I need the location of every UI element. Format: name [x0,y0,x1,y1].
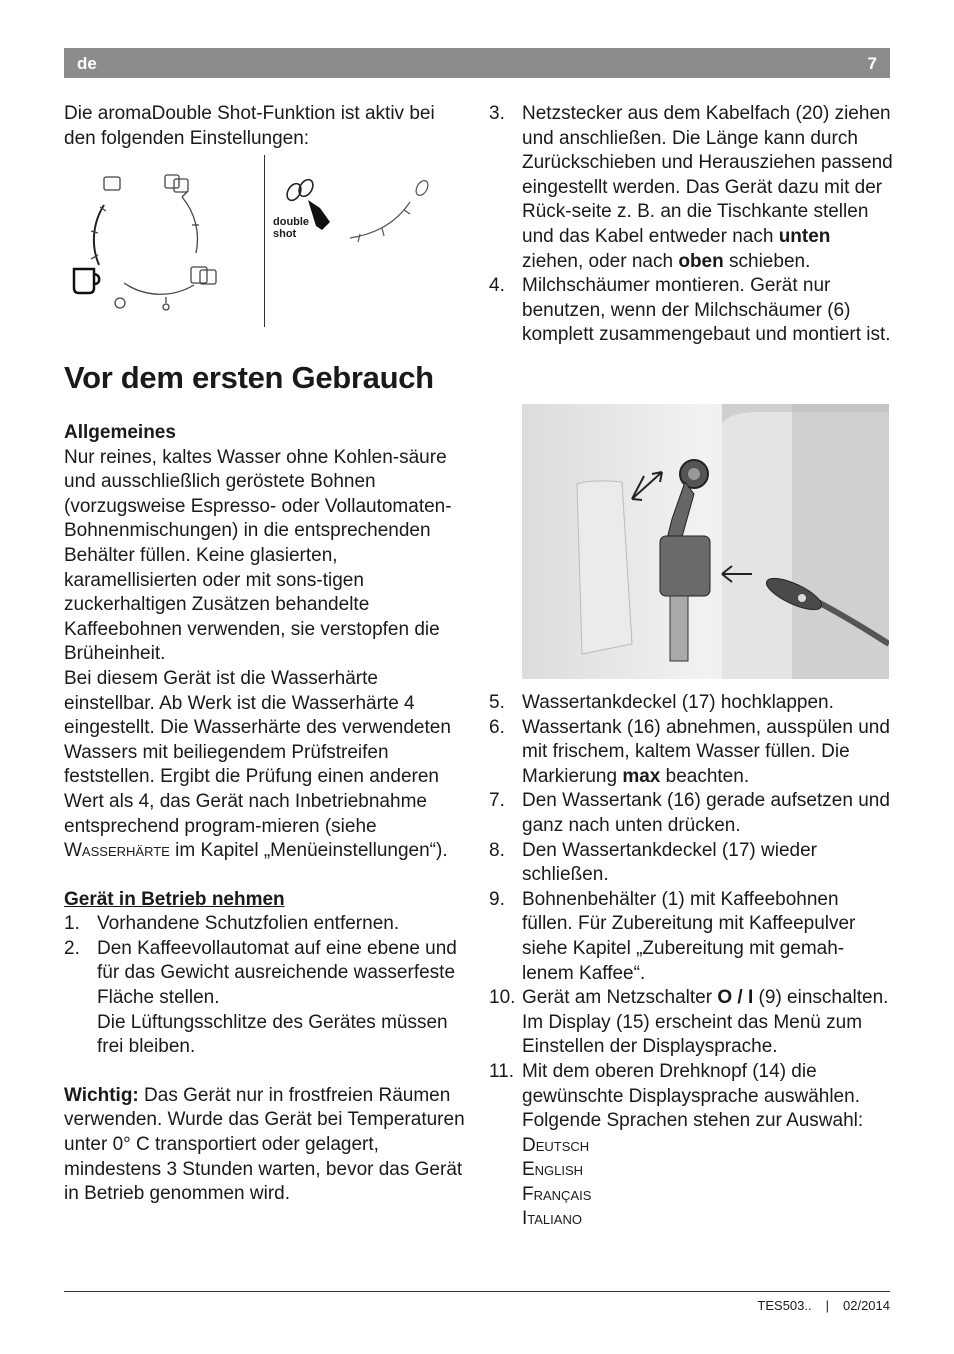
item-number: 2. [64,937,80,959]
list-item [489,1060,894,1232]
steps-bottom-list [489,691,894,1232]
item-number: 3. [489,103,505,124]
item-number: 7. [489,790,505,812]
footer-date: 02/2014 [843,1298,890,1313]
list-item [489,888,894,986]
item-text: Mit dem oberen Drehknopf (14) die gewünschte Displaysprache auswählen. Folgende Sprachen stehen zur Auswahl: [522,1060,864,1132]
steps-top-list [489,102,894,348]
item-number: 11. [489,1060,515,1082]
item-number: 1. [64,913,80,935]
bold-switch: O / I [717,987,754,1009]
wichtig-text: Das Gerät nur in frostfreien Räumen verwenden. Wurde das Gerät bei Temperaturen unter 0° C transportiert oder gelagert, mindestens 3 Stunden warten, bevor das Gerät in Betrieb genommen wird. [64,1084,465,1205]
double-shot-label [273,216,309,240]
list-item [489,716,894,790]
language-deutsch: Deutsch [522,1134,590,1156]
language-francais: Français [522,1183,592,1205]
item-text: Bohnenbehälter (1) mit Kaffeebohnen füllen. Für Zubereitung mit Kaffeepulver siehe Kapitel „Zubereitung mit gemah-lenem Kaffee“. [522,888,856,984]
model-number: TES503.. [757,1298,812,1313]
wichtig-paragraph [64,1084,469,1207]
allgemeines-section [64,421,469,1207]
milk-frother-illustration [522,404,889,679]
item-number: 8. [489,839,505,861]
list-item [489,839,894,888]
item-number: 6. [489,716,505,738]
item-text: Den Kaffeevollautomat auf eine ebene und für das Gewicht ausreichende wasserfeste Fläche stellen. [97,937,457,1009]
wichtig-label: Wichtig: [64,1084,139,1106]
bold-unten: unten [778,225,831,247]
item-text-end: schieben. [729,250,811,272]
allgemeines-paragraph-1: Nur reines, kaltes Wasser ohne Kohlen-säure und ausschließlich geröstete Bohnen (vorzugsweise Espresso- oder Vollautomaten-Bohnenmischungen) in die entsprechenden Behälter füllen. Keine glasierten, karamellisierten oder mit sons-tigen zuckerhaltigen Zusätzen behandelte Kaffeebohnen verwenden, sie verstopfen die Brüheinheit. [64,446,452,665]
list-item [489,986,894,1060]
bold-oben: oben [678,250,724,272]
page-footer [743,1298,890,1313]
item-number: 4. [489,275,505,297]
p2-part-a: Bei diesem Gerät ist die Wasserhärte einstellbar. Ab Werk ist die Wasserhärte 4 eingestellt. Die Wasserhärte des verwendeten Wassers mit beiliegendem Prüfstreifen feststellen. Ergibt die Prüfung einen anderen Wert als 4, das Gerät nach Inbetriebnahme entsprechend program-mieren (siehe [64,667,451,837]
p2-part-b: im Kapitel „Menüeinstellungen“). [175,840,448,862]
list-item [64,937,469,1060]
item-text: Milchschäumer montieren. Gerät nur benutzen, wenn der Milchschäumer (6) komplett zusammengebaut und montiert ist. [522,275,891,346]
wasserhaerte-ref: Wasserhärte [64,840,170,862]
item-text: Gerät am Netzschalter [522,987,713,1009]
item-text: Wassertank (16) abnehmen, ausspülen und mit frischem, kaltem Wasser füllen. Die Markierung [522,716,890,787]
page-number: 7 [867,54,877,73]
item-text-end: beachten. [665,765,750,787]
language-italiano: Italiano [522,1208,582,1230]
list-item [489,691,894,716]
page-header [64,48,890,78]
item-extra: Die Lüftungsschlitze des Gerätes müssen frei bleiben. [97,1011,448,1058]
item-text: Wassertankdeckel (17) hochklappen. [522,692,834,713]
item-text: Den Wassertankdeckel (17) wieder schließen. [522,839,817,886]
betrieb-heading: Gerät in Betrieb nehmen [64,888,285,910]
item-text: Vorhandene Schutzfolien entfernen. [97,913,400,935]
list-item [489,102,894,274]
footer-separator: | [825,1298,829,1313]
language-tag: de [77,54,97,73]
list-item [489,789,894,838]
section-title: Vor dem ersten Gebrauch [64,360,434,395]
double-label: double [273,216,310,228]
betrieb-list [64,912,469,1060]
dial-figure [64,155,264,330]
bold-max: max [622,765,661,787]
item-text-end: (9) einschalten. Im Display (15) erscheint das Menü zum Einstellen der Displaysprache. [522,987,889,1058]
item-number: 10. [489,987,516,1009]
list-item [489,274,894,348]
list-item [64,912,469,937]
item-number: 9. [489,888,505,910]
language-english: English [522,1159,584,1181]
allgemeines-paragraph-2 [64,667,469,864]
item-number: 5. [489,692,505,713]
shot-label: shot [273,228,297,240]
item-text-mid: ziehen, oder nach [522,250,674,272]
item-text: Den Wassertank (16) gerade aufsetzen und ganz nach unten drücken. [522,790,890,836]
item-text: Netzstecker aus dem Kabelfach (20) ziehen und anschließen. Die Länge kann durch Zurückschieben und Herausziehen passend eingestellt werden. Das Gerät dazu mit der Rück-seite z. B. an die Tischkante stellen und das Kabel entweder nach [522,103,893,247]
intro-text: Die aromaDouble Shot-Funktion ist aktiv bei den folgenden Einstellungen: [64,103,435,149]
allgemeines-heading: Allgemeines [64,422,176,443]
figure-divider [264,155,265,327]
footer-rule [64,1291,890,1292]
